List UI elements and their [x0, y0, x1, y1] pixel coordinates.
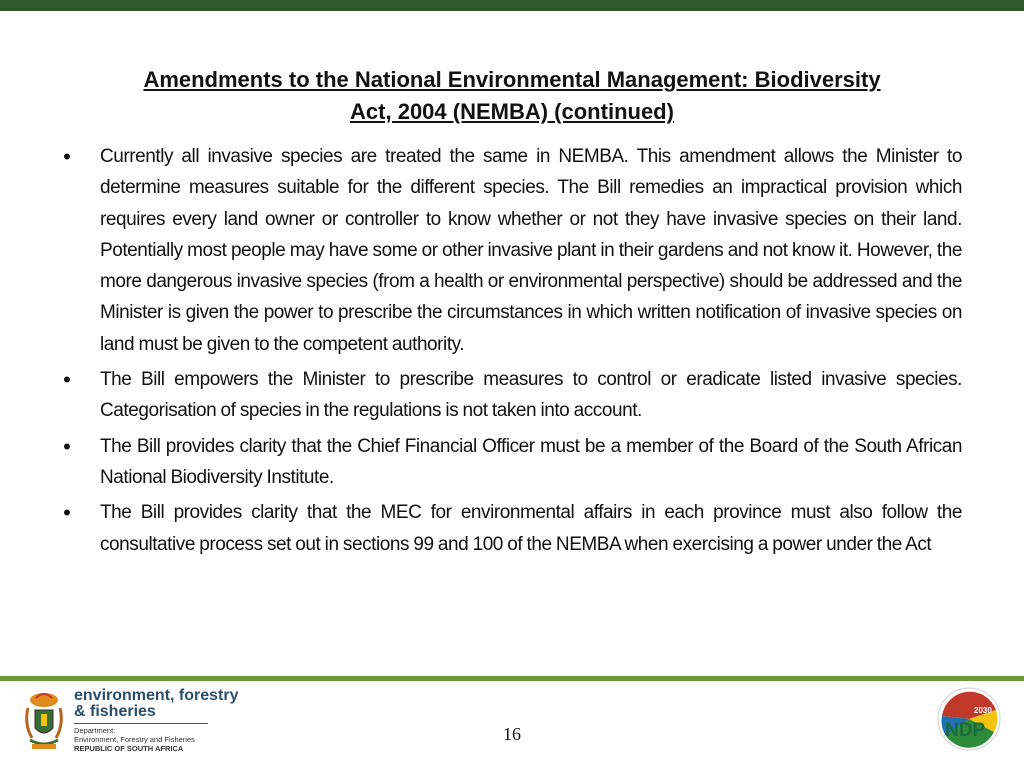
bullet-text: The Bill provides clarity that the Chief Financial Officer must be a member of the Board of the South African National Biodiversity Institute. — [100, 435, 962, 488]
bullet-text: The Bill empowers the Minister to prescribe measures to control or eradicate listed invasive species. Categorisation of species in the regulations is not taken into account. — [100, 369, 962, 422]
bullet-item — [60, 497, 962, 560]
ndp-logo-icon — [936, 686, 1002, 752]
bullet-list — [60, 141, 962, 564]
department-name-line-1: environment, forestry — [74, 687, 239, 704]
bullet-marker: • — [63, 144, 71, 169]
page-number: 16 — [503, 724, 521, 744]
bullet-marker: • — [63, 500, 71, 526]
coat-of-arms-icon — [22, 690, 66, 752]
bullet-text: The Bill provides clarity that the MEC for environmental affairs in each province must also follow the consultative process set out in sections 99 and 100 of the NEMBA when exercising a power under the Act — [100, 502, 962, 555]
title-line-1: Amendments to the National Environmental Management: Biodiversity — [143, 67, 881, 92]
slide-title — [60, 64, 964, 128]
title-line-2: Act, 2004 (NEMBA) (continued) — [350, 99, 674, 124]
bullet-marker: • — [63, 433, 71, 459]
department-label: Department: — [74, 726, 116, 735]
bullet-marker: • — [63, 367, 71, 393]
country-name: REPUBLIC OF SOUTH AFRICA — [74, 744, 184, 753]
department-rule — [74, 723, 208, 724]
ndp-text: NDP — [945, 720, 986, 741]
department-full-name: Environment, Forestry and Fisheries — [74, 735, 195, 744]
ndp-year: 2030 — [974, 706, 992, 715]
top-bar — [0, 0, 1024, 11]
bullet-item — [60, 364, 962, 427]
bullet-item — [60, 141, 962, 360]
footer-divider — [0, 676, 1024, 681]
bullet-item — [60, 431, 962, 494]
department-name-line-2: & fisheries — [74, 703, 156, 720]
department-logo — [22, 687, 239, 756]
bullet-text: Currently all invasive species are treated the same in NEMBA. This amendment allows the Minister to determine measures suitable for the different species. The Bill remedies an impractical provision which requires every land owner or controller to know whether or not they have invasive species on their land. Potentially most people may have some or other invasive plant in their gardens and not know it. However, the more dangerous invasive species (from a health or environmental perspective) should be addressed and the Minister is given the power to prescribe the circumstances in which written notification of invasive species on land must be given to the competent authority. — [100, 146, 962, 355]
